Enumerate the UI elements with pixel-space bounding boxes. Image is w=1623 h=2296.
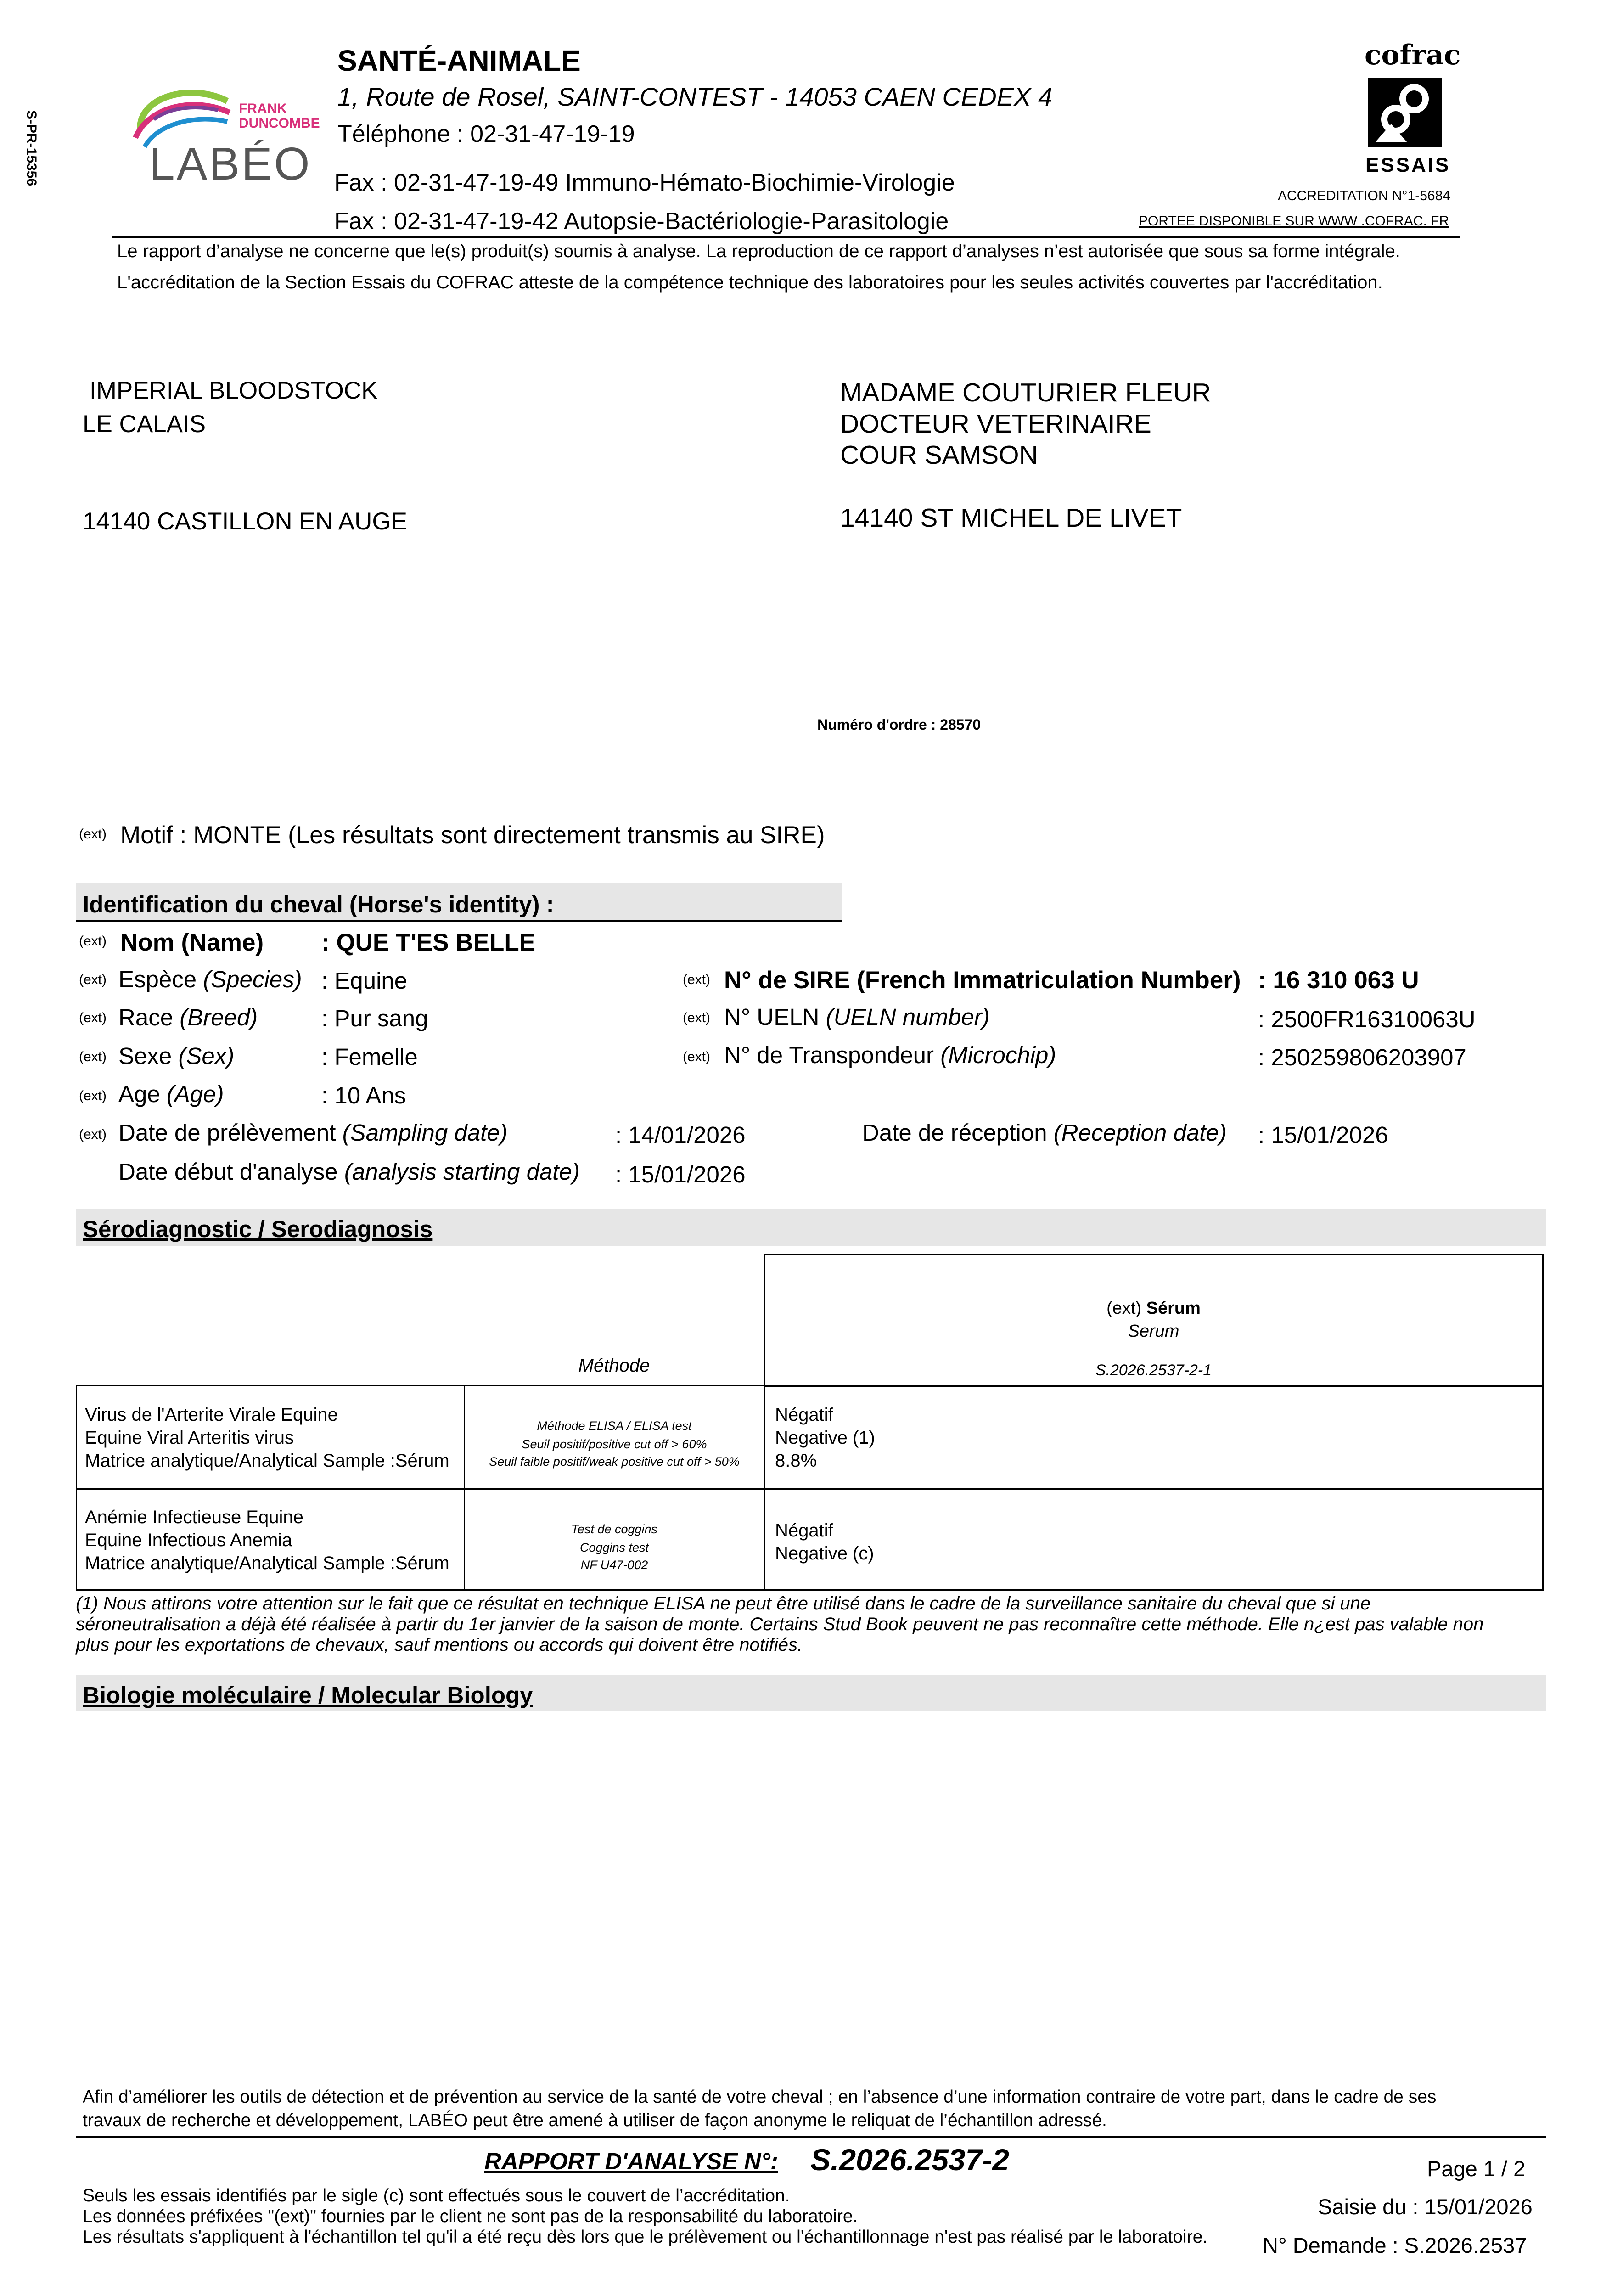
name-label: Nom (Name) <box>120 929 264 956</box>
report-label: RAPPORT D'ANALYSE N°: <box>484 2148 778 2174</box>
footer-note-1: Seuls les essais identifiés par le sigle (c) sont effectués sous le couvert de l’accréditation. <box>83 2186 790 2206</box>
logo-sub2: DUNCOMBE <box>239 116 320 131</box>
transponder-value: : 250259806203907 <box>1258 1044 1466 1070</box>
row2-result-cell <box>764 1488 1544 1591</box>
motif-text: Motif : MONTE (Les résultats sont directement transmis au SIRE) <box>120 822 825 849</box>
sample-id: S.2026.2537-2-1 <box>1095 1362 1212 1379</box>
disclaimer-2: L'accréditation de la Section Essais du COFRAC atteste de la compétence technique des laboratoires pour les seules activités couvertes par l'accréditation. <box>117 272 1383 293</box>
species-ext-tag: (ext) <box>79 972 107 987</box>
ueln-value: : 2500FR16310063U <box>1258 1006 1476 1032</box>
footer-note-3: Les résultats s'appliquent à l'échantillon tel qu'il a été reçu dès lors que le prélèvement ou l'échantillonnage n'est pas réalisé par le laboratoire. <box>83 2227 1208 2247</box>
row2-analyte-line2: Equine Infectious Anemia <box>85 1530 292 1550</box>
logo-name: LABÉO <box>149 138 312 190</box>
sero-note-line2: séroneutralisation a déjà été réalisée à partir du 1er janvier de la saison de monte. Certains Stud Book peuvent ne pas reconnaître cette méthode. Elle n¿est pas valable non <box>76 1614 1484 1634</box>
sire-ext-tag: (ext) <box>683 972 710 987</box>
cofrac-accreditation: ACCREDITATION N°1-5684 <box>1278 188 1450 203</box>
identity-title-rule <box>76 920 842 922</box>
sample-name-en: Serum <box>1128 1322 1179 1341</box>
cofrac-logo <box>1359 39 1461 177</box>
breed-label: Race (Breed) <box>118 1004 258 1030</box>
cofrac-emblem-icon <box>1364 73 1446 152</box>
row2-result-line1: Négatif <box>775 1520 833 1541</box>
vet-city: 14140 ST MICHEL DE LIVET <box>840 503 1182 533</box>
row1-method-line2: Seuil positif/positive cut off > 60% <box>522 1437 707 1451</box>
sero-note-line1: (1) Nous attirons votre attention sur le fait que ce résultat en technique ELISA ne peut être utilisé dans le cadre de la surveillance sanitaire du cheval que si une <box>76 1593 1371 1614</box>
sample-name: (ext) Sérum <box>1106 1299 1201 1318</box>
identity-title: Identification du cheval (Horse's identity) : <box>83 891 554 917</box>
org-fax-1: Fax : 02-31-47-19-49 Immuno-Hémato-Biochimie-Virologie <box>334 169 955 196</box>
row1-result-line1: Négatif <box>775 1405 833 1425</box>
page-number: Page 1 / 2 <box>1427 2156 1526 2181</box>
ueln-ext-tag: (ext) <box>683 1010 710 1025</box>
sero-note-line3: plus pour les exportations de chevaux, sauf mentions ou accords qui doivent être notifiés. <box>76 1635 803 1655</box>
sero-title: Sérodiagnostic / Serodiagnosis <box>83 1216 433 1242</box>
sex-value: : Femelle <box>321 1044 418 1070</box>
motif-ext-tag: (ext) <box>79 827 107 842</box>
vet-line3: COUR SAMSON <box>840 440 1038 470</box>
client-city: 14140 CASTILLON EN AUGE <box>83 508 407 535</box>
start-label: Date début d'analyse (analysis starting date) <box>118 1159 580 1185</box>
transponder-ext-tag: (ext) <box>683 1049 710 1064</box>
org-phone: Téléphone : 02-31-47-19-19 <box>337 121 635 147</box>
logo-sub1: FRANK <box>239 101 287 116</box>
labeo-logo <box>122 78 324 193</box>
row2-method-line1: Test de coggins <box>571 1522 658 1536</box>
saisie-date: Saisie du : 15/01/2026 <box>1318 2195 1533 2219</box>
cofrac-name: cofrac <box>1365 39 1461 71</box>
row2-method-line3: NF U47-002 <box>580 1558 648 1572</box>
org-name: SANTÉ-ANIMALE <box>337 44 581 77</box>
header-rule <box>112 236 1460 238</box>
footer-rule <box>76 2136 1546 2138</box>
reception-label: Date de réception (Reception date) <box>862 1120 1227 1146</box>
report-number: S.2026.2537-2 <box>810 2143 1010 2177</box>
disclaimer-1: Le rapport d’analyse ne concerne que le(s) produit(s) soumis à analyse. La reproduction de ce rapport d’analyses n’est autorisée que sous sa forme intégrale. <box>117 241 1400 261</box>
cofrac-essais: ESSAIS <box>1365 154 1451 176</box>
age-label: Age (Age) <box>118 1081 224 1107</box>
org-address: 1, Route de Rosel, SAINT-CONTEST - 14053 CAEN CEDEX 4 <box>337 82 1053 111</box>
species-label: Espèce (Species) <box>118 966 302 992</box>
ueln-label: N° UELN (UELN number) <box>724 1004 990 1030</box>
row1-analyte-line3: Matrice analytique/Analytical Sample :Sérum <box>85 1451 449 1471</box>
side-document-code: S-PR-15356 <box>24 110 39 186</box>
row1-result-line2: Negative (1) <box>775 1428 875 1448</box>
sire-label: N° de SIRE (French Immatriculation Number) <box>724 967 1241 994</box>
row1-analyte-line2: Equine Viral Arteritis virus <box>85 1428 294 1448</box>
start-value: : 15/01/2026 <box>615 1161 746 1187</box>
org-fax-2: Fax : 02-31-47-19-42 Autopsie-Bactériologie-Parasitologie <box>334 208 949 235</box>
sampling-ext-tag: (ext) <box>79 1127 107 1142</box>
research-note-line1: Afin d’améliorer les outils de détection et de prévention au service de la santé de votre cheval ; en l’absence d’une information contraire de votre part, dans le cadre de ses <box>83 2087 1437 2107</box>
row1-method-line3: Seuil faible positif/weak positive cut off > 50% <box>489 1455 740 1469</box>
vet-title: DOCTEUR VETERINAIRE <box>840 409 1151 439</box>
demande-number: N° Demande : S.2026.2537 <box>1263 2233 1527 2257</box>
sex-ext-tag: (ext) <box>79 1049 107 1064</box>
row2-method-cell <box>464 1488 765 1591</box>
order-number: Numéro d'ordre : 28570 <box>817 716 981 733</box>
row2-result-line2: Negative (c) <box>775 1543 874 1564</box>
method-header: Méthode <box>578 1356 650 1376</box>
transponder-label: N° de Transpondeur (Microchip) <box>724 1042 1056 1068</box>
sire-value: : 16 310 063 U <box>1258 967 1419 994</box>
name-value: : QUE T'ES BELLE <box>321 929 536 956</box>
cofrac-portee-link[interactable]: PORTEE DISPONIBLE SUR WWW .COFRAC. FR <box>1139 214 1449 229</box>
species-value: : Equine <box>321 968 408 994</box>
row1-result-cell <box>764 1385 1544 1490</box>
row1-result-line3: 8.8% <box>775 1451 817 1471</box>
reception-value: : 15/01/2026 <box>1258 1122 1388 1148</box>
row2-analyte-line1: Anémie Infectieuse Equine <box>85 1507 303 1527</box>
footer-note-2: Les données préfixées "(ext)" fournies par le client ne sont pas de la responsabilité du laboratoire. <box>83 2206 858 2226</box>
row2-analyte-line3: Matrice analytique/Analytical Sample :Sérum <box>85 1553 449 1573</box>
research-note-line2: travaux de recherche et développement, LABÉO peut être amené à utiliser de façon anonyme le reliquat de l’échantillon adressé. <box>83 2110 1107 2130</box>
name-ext-tag: (ext) <box>79 934 107 949</box>
age-value: : 10 Ans <box>321 1082 406 1109</box>
age-ext-tag: (ext) <box>79 1088 107 1103</box>
sampling-value: : 14/01/2026 <box>615 1122 746 1148</box>
row1-analyte-line1: Virus de l'Arterite Virale Equine <box>85 1405 338 1425</box>
row1-method-line1: Méthode ELISA / ELISA test <box>537 1419 692 1433</box>
client-name: IMPERIAL BLOODSTOCK <box>90 377 378 404</box>
molbio-title: Biologie moléculaire / Molecular Biology <box>83 1682 533 1708</box>
sex-label: Sexe (Sex) <box>118 1043 235 1069</box>
client-line2: LE CALAIS <box>83 411 206 438</box>
vet-name: MADAME COUTURIER FLEUR <box>840 378 1211 407</box>
breed-value: : Pur sang <box>321 1005 428 1031</box>
sampling-label: Date de prélèvement (Sampling date) <box>118 1120 508 1146</box>
row2-method-line2: Coggins test <box>579 1541 649 1554</box>
breed-ext-tag: (ext) <box>79 1010 107 1025</box>
